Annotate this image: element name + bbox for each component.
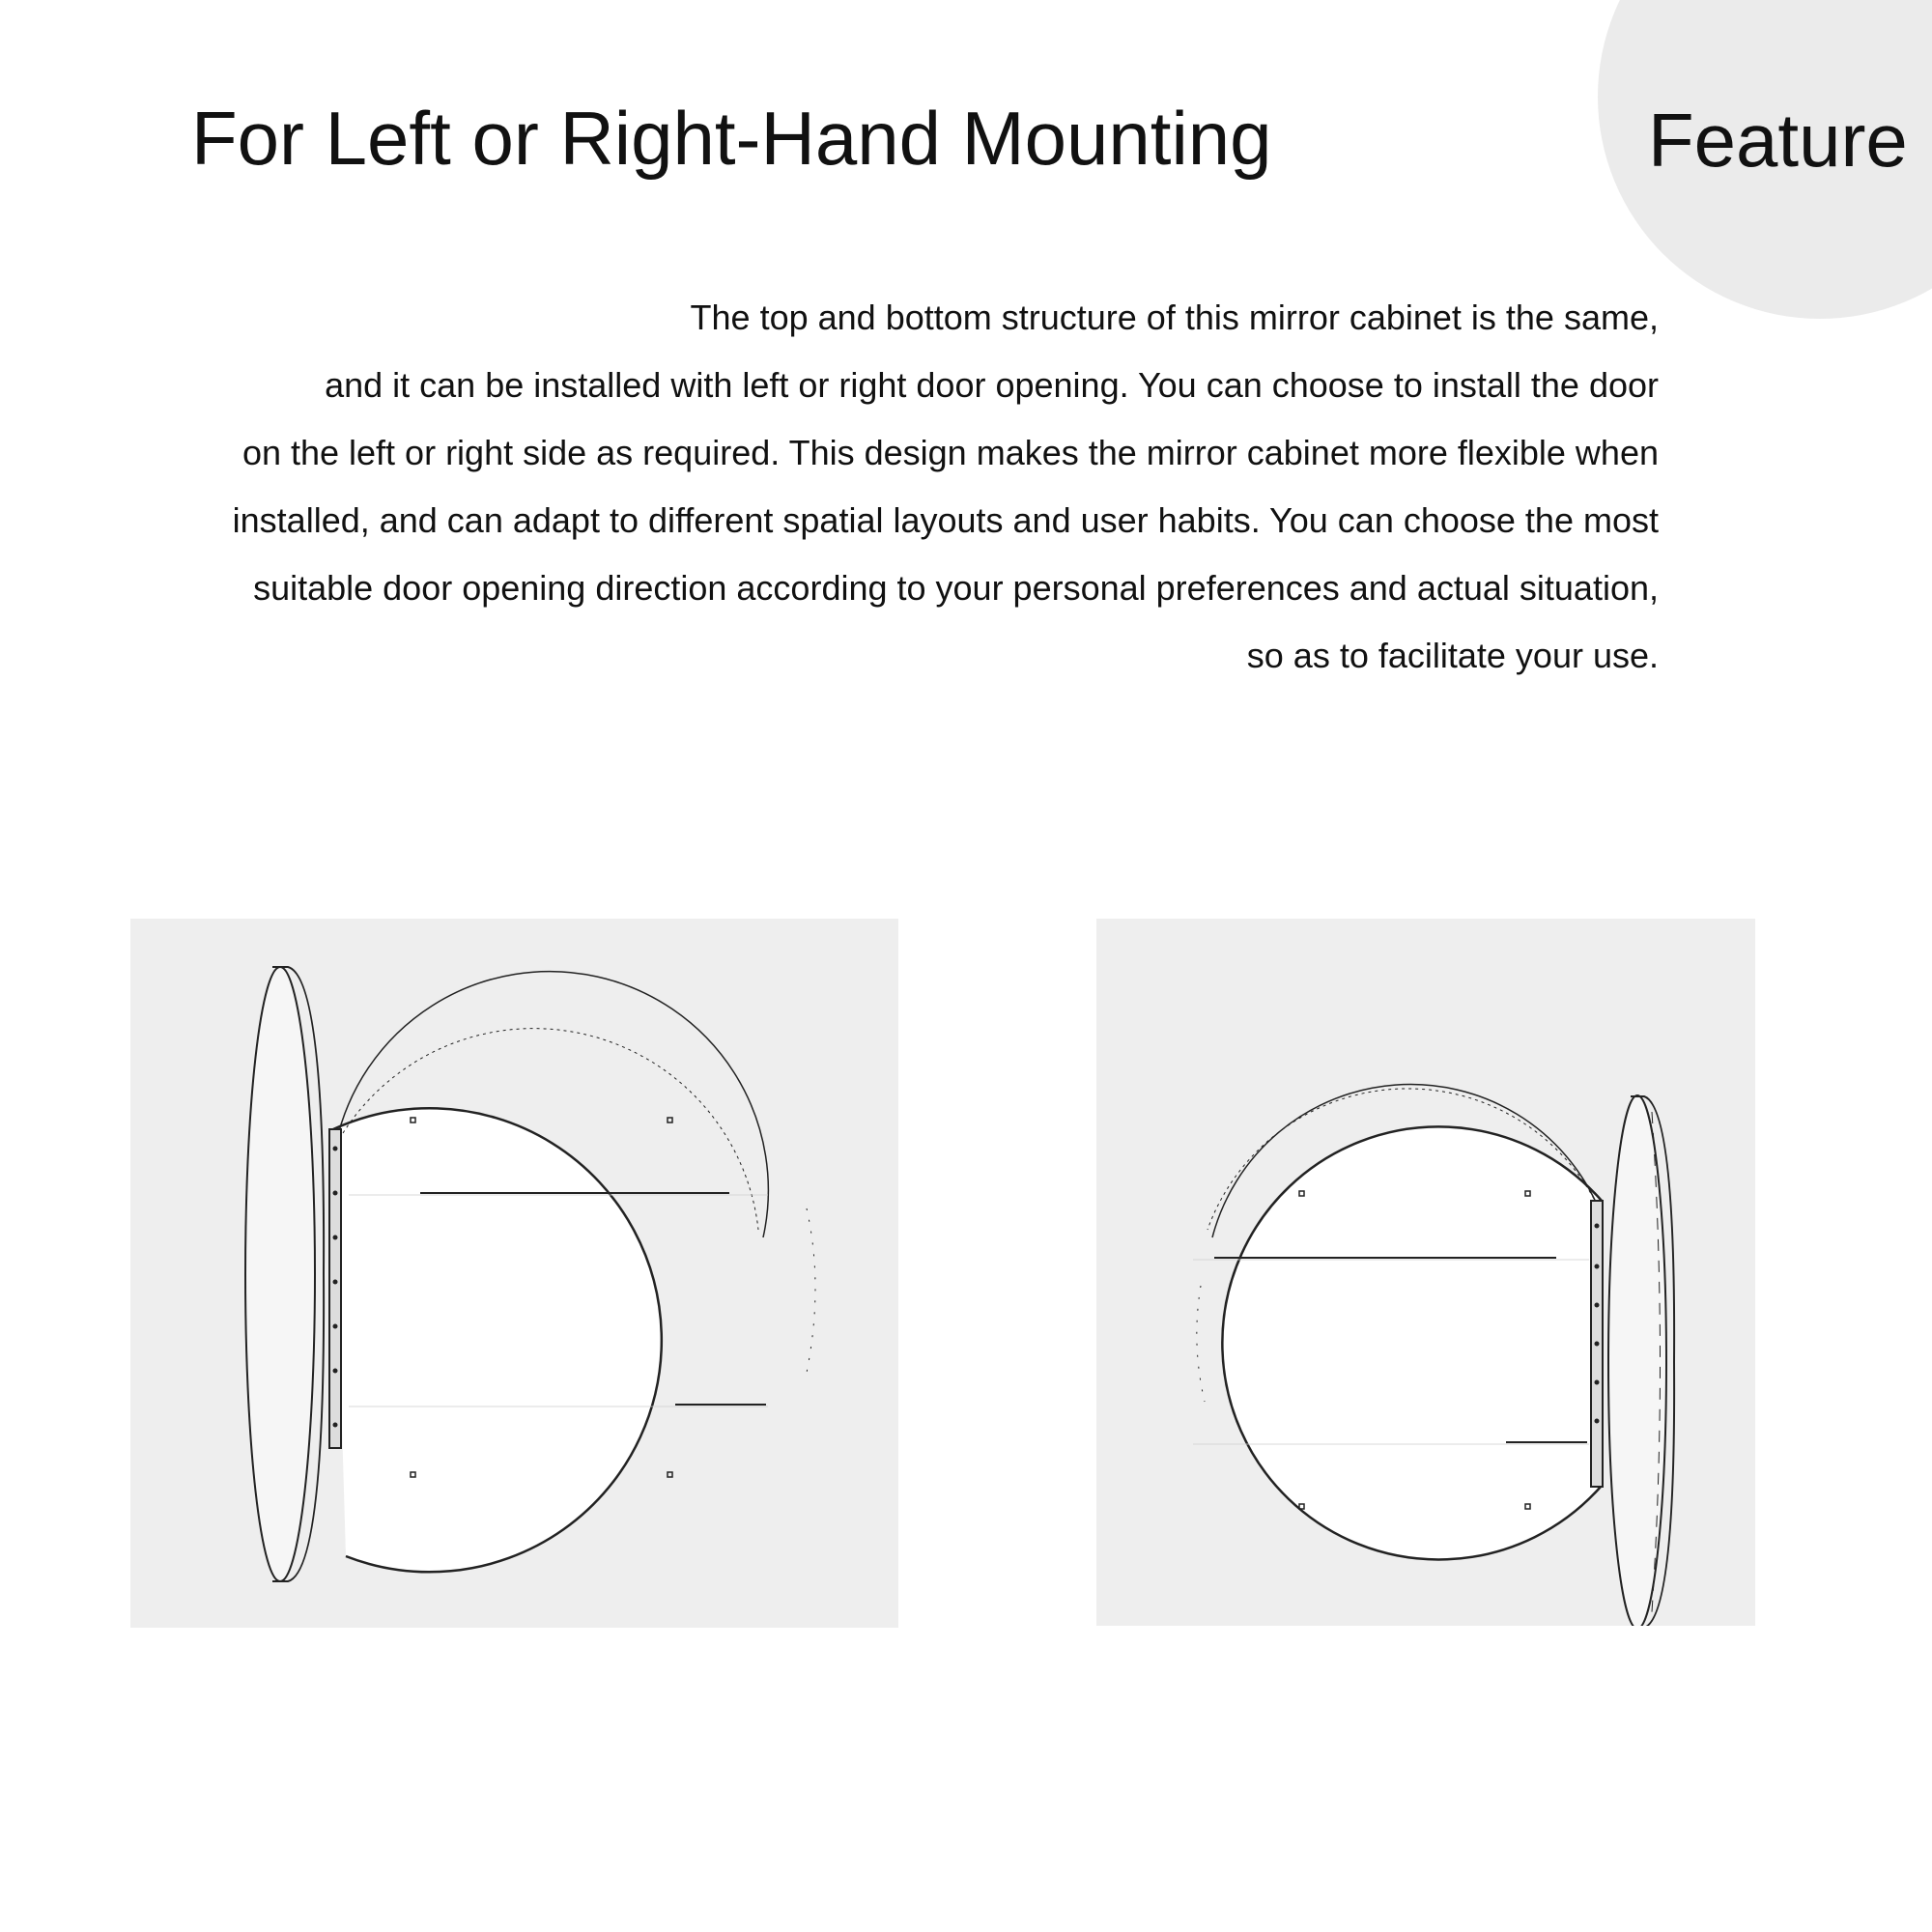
shelf-peg (668, 1472, 672, 1477)
cabinet-circle-outline (1222, 1126, 1602, 1559)
right-mount-illustration-panel (1096, 919, 1755, 1626)
shelf-peg (668, 1118, 672, 1122)
right-mount-cabinet-drawing (1096, 919, 1755, 1626)
description-line: installed, and can adapt to different spatial layouts and user habits. You can choose the most (232, 500, 1659, 540)
description-line: The top and bottom structure of this mirror cabinet is the same, (690, 298, 1659, 337)
page-title: For Left or Right-Hand Mounting (191, 96, 1272, 181)
cabinet-body-left (329, 972, 815, 1573)
feature-description (39, 284, 1659, 690)
open-door-right (1608, 1095, 1674, 1626)
cabinet-left-dashes (1197, 1286, 1205, 1402)
door-front-face (245, 967, 315, 1581)
description-line: and it can be installed with left or right door opening. You can choose to install the door (325, 365, 1659, 405)
open-door-left (235, 967, 324, 1581)
hinge-strip (329, 1129, 341, 1448)
left-mount-cabinet-drawing (130, 919, 898, 1628)
description-line: so as to facilitate your use. (1246, 636, 1659, 675)
cabinet-body-right (1193, 1085, 1603, 1560)
cabinet-circle-outline (333, 1108, 662, 1572)
description-line: suitable door opening direction according to your personal preferences and actual situation, (253, 568, 1659, 608)
door-front-face (1608, 1095, 1666, 1626)
description-line: on the left or right side as required. This design makes the mirror cabinet more flexible when (242, 433, 1659, 472)
left-mount-illustration-panel (130, 919, 898, 1628)
feature-badge: Feature (1648, 98, 1908, 183)
cabinet-right-dashes (807, 1208, 815, 1373)
